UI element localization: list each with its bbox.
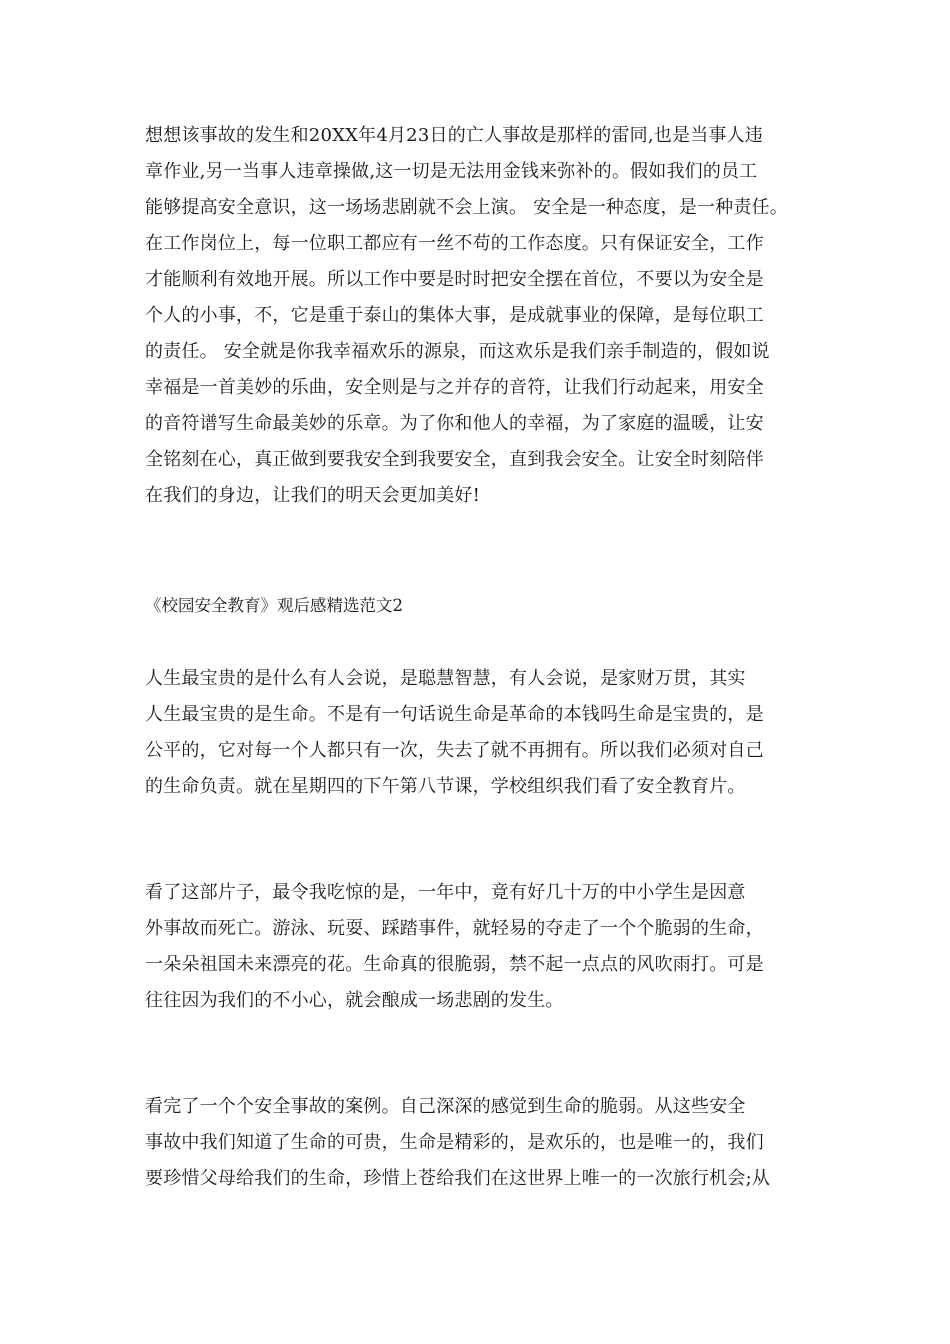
text-line: 外事故而死亡。游泳、玩耍、踩踏事件，就轻易的夺走了一个个脆弱的生命， (145, 918, 764, 939)
text-line: 在我们的身边，让我们的明天会更加美好! (145, 485, 481, 506)
text-line: 的责任。 安全就是你我幸福欢乐的源泉，而这欢乐是我们亲手制造的，假如说 (145, 341, 770, 362)
text-line: 看了这部片子，最令我吃惊的是，一年中，竟有好几十万的中小学生是因意 (145, 882, 746, 903)
text-line: 才能顺利有效地开展。所以工作中要是时时把安全摆在首位，不要以为安全是 (145, 269, 764, 290)
text-line: 全铭刻在心，真正做到要我安全到我要安全，直到我会安全。让安全时刻陪伴 (145, 449, 764, 470)
text-line: 人生最宝贵的是什么有人会说，是聪慧智慧，有人会说，是家财万贯，其实 (145, 668, 746, 689)
text-line: 章作业,另一当事人违章操做,这一切是无法用金钱来弥补的。假如我们的员工 (145, 161, 758, 182)
text-line: 看完了一个个安全事故的案例。自己深深的感觉到生命的脆弱。从这些安全 (145, 1096, 746, 1117)
text-line: 想想该事故的发生和20XX年4月23日的亡人事故是那样的雷同,也是当事人违 (145, 125, 764, 146)
text-line: 的音符谱写生命最美妙的乐章。为了你和他人的幸福，为了家庭的温暖，让安 (145, 413, 764, 434)
text-line: 公平的，它对每一个人都只有一次，失去了就不再拥有。所以我们必须对自己 (145, 740, 764, 761)
text-line: 个人的小事，不，它是重于泰山的集体大事，是成就事业的保障，是每位职工 (145, 305, 764, 326)
text-line: 要珍惜父母给我们的生命，珍惜上苍给我们在这世界上唯一的一次旅行机会;从 (145, 1168, 771, 1189)
text-line: 人生最宝贵的是生命。不是有一句话说生命是革命的本钱吗生命是宝贵的，是 (145, 704, 764, 725)
text-line: 能够提高安全意识，这一场场悲剧就不会上演。 安全是一种态度，是一种责任。 (145, 197, 788, 218)
text-line: 幸福是一首美妙的乐曲，安全则是与之并存的音符，让我们行动起来，用安全 (145, 377, 764, 398)
text-line: 的生命负责。就在星期四的下午第八节课，学校组织我们看了安全教育片。 (145, 776, 746, 797)
text-line: 一朵朵祖国未来漂亮的花。生命真的很脆弱，禁不起一点点的风吹雨打。可是 (145, 954, 764, 975)
section-heading: 《校园安全教育》观后感精选范文2 (145, 596, 403, 615)
text-line: 在工作岗位上，每一位职工都应有一丝不苟的工作态度。只有保证安全，工作 (145, 233, 764, 254)
text-line: 往往因为我们的不小心，就会酿成一场悲剧的发生。 (145, 990, 564, 1011)
text-line: 事故中我们知道了生命的可贵，生命是精彩的，是欢乐的，也是唯一的，我们 (145, 1132, 764, 1153)
